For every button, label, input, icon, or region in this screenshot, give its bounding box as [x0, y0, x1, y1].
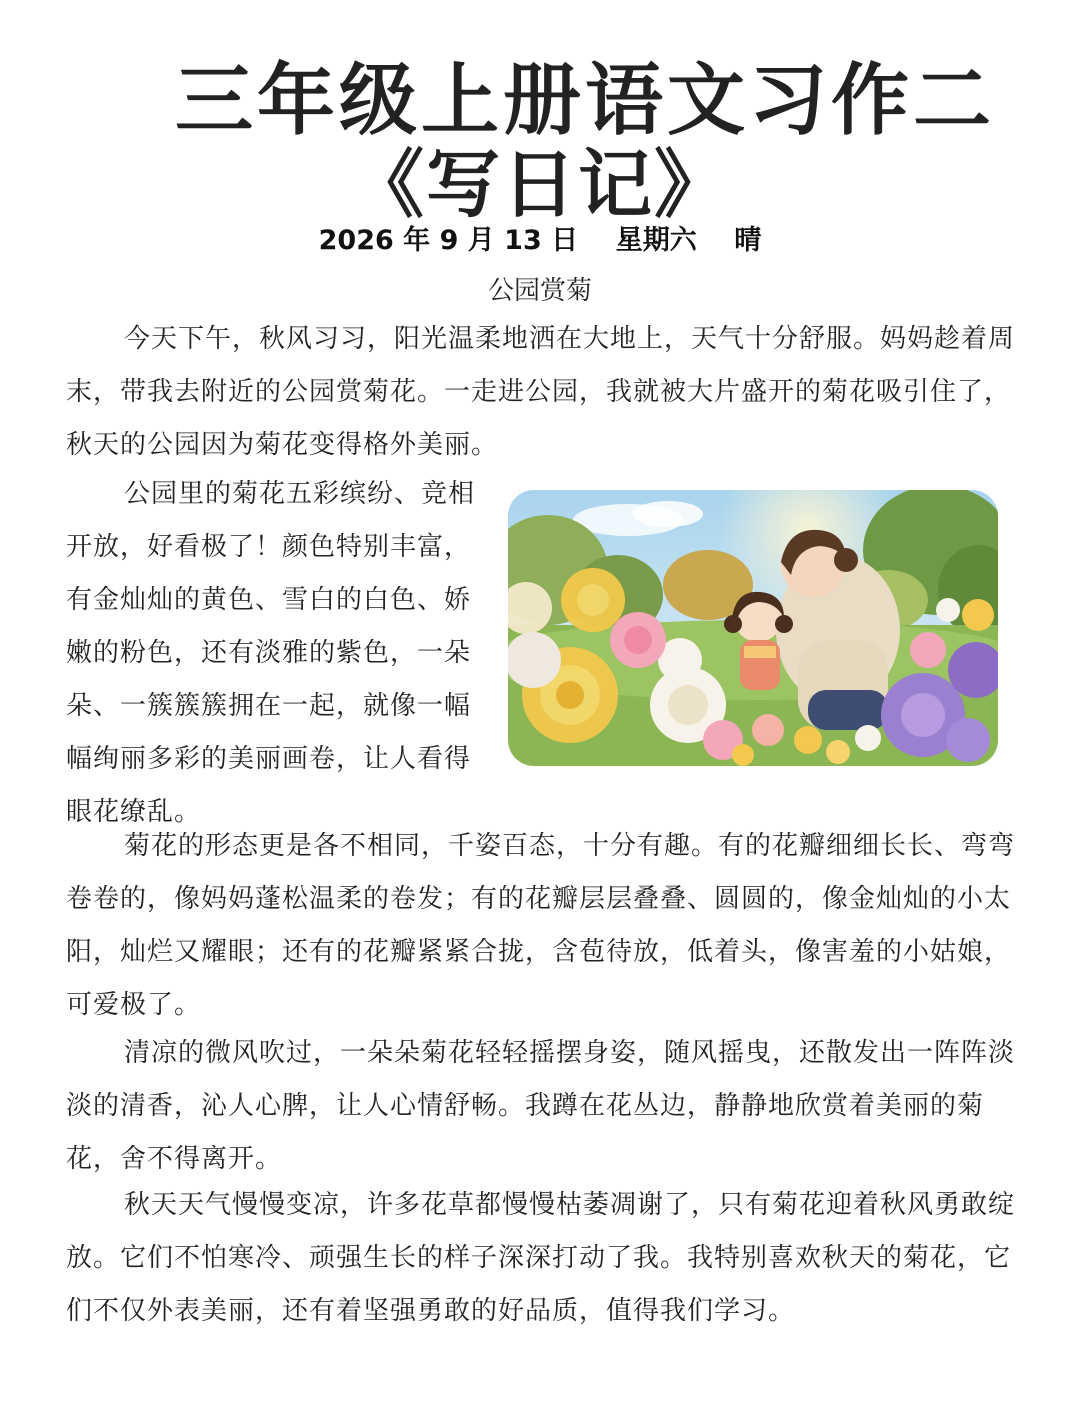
paragraph-5: 秋天天气慢慢变凉，许多花草都慢慢枯萎凋谢了，只有菊花迎着秋风勇敢绽放。它们不怕寒冷、顽强生长的样子深深打动了我。我特别喜欢秋天的菊花，它们不仅外表美丽，还有着坚强勇敢的好品质，值得我们学习。 — [66, 1190, 1016, 1326]
paragraph-4: 清凉的微风吹过，一朵朵菊花轻轻摇摆身姿，随风摇曳，还散发出一阵阵淡淡的清香，沁人心脾，让人心情舒畅。我蹲在花丛边，静静地欣赏着美丽的菊花，舍不得离开。 — [66, 1038, 1016, 1174]
chrysanthemum-illustration — [508, 490, 998, 766]
paragraph-2: 公园里的菊花五彩缤纷、竞相开放，好看极了！颜色特别丰富，有金灿灿的黄色、雪白的白色、娇嫩的粉色，还有淡雅的紫色，一朵朵、一簇簇簇拥在一起，就像一幅幅绚丽多彩的美丽画卷，让人看得眼花缭乱。 — [66, 479, 476, 827]
paragraph-1: 今天下午，秋风习习，阳光温柔地洒在大地上，天气十分舒服。妈妈趁着周末，带我去附近的公园赏菊花。一走进公园，我就被大片盛开的菊花吸引住了，秋天的公园因为菊花变得格外美丽。 — [66, 324, 1016, 460]
diary-date-line: 2026 年 9 月 13 日 星期六 晴 — [318, 225, 762, 256]
diary-subtitle: 公园赏菊 — [487, 276, 592, 306]
chrysanthemum-garden-illustration-icon — [508, 490, 998, 766]
paragraph-3: 菊花的形态更是各不相同，千姿百态，十分有趣。有的花瓣细细长长、弯弯卷卷的，像妈妈蓬松温柔的卷发；有的花瓣层层叠叠、圆圆的，像金灿灿的小太阳，灿烂又耀眼；还有的花瓣紧紧合拢，含苞待放，低着头，像害羞的小姑娘，可爱极了。 — [66, 831, 1016, 1020]
page-title-line1: 三年级上册语文习作二 — [174, 56, 995, 146]
page-title-line2: 《写日记》 — [350, 142, 730, 228]
